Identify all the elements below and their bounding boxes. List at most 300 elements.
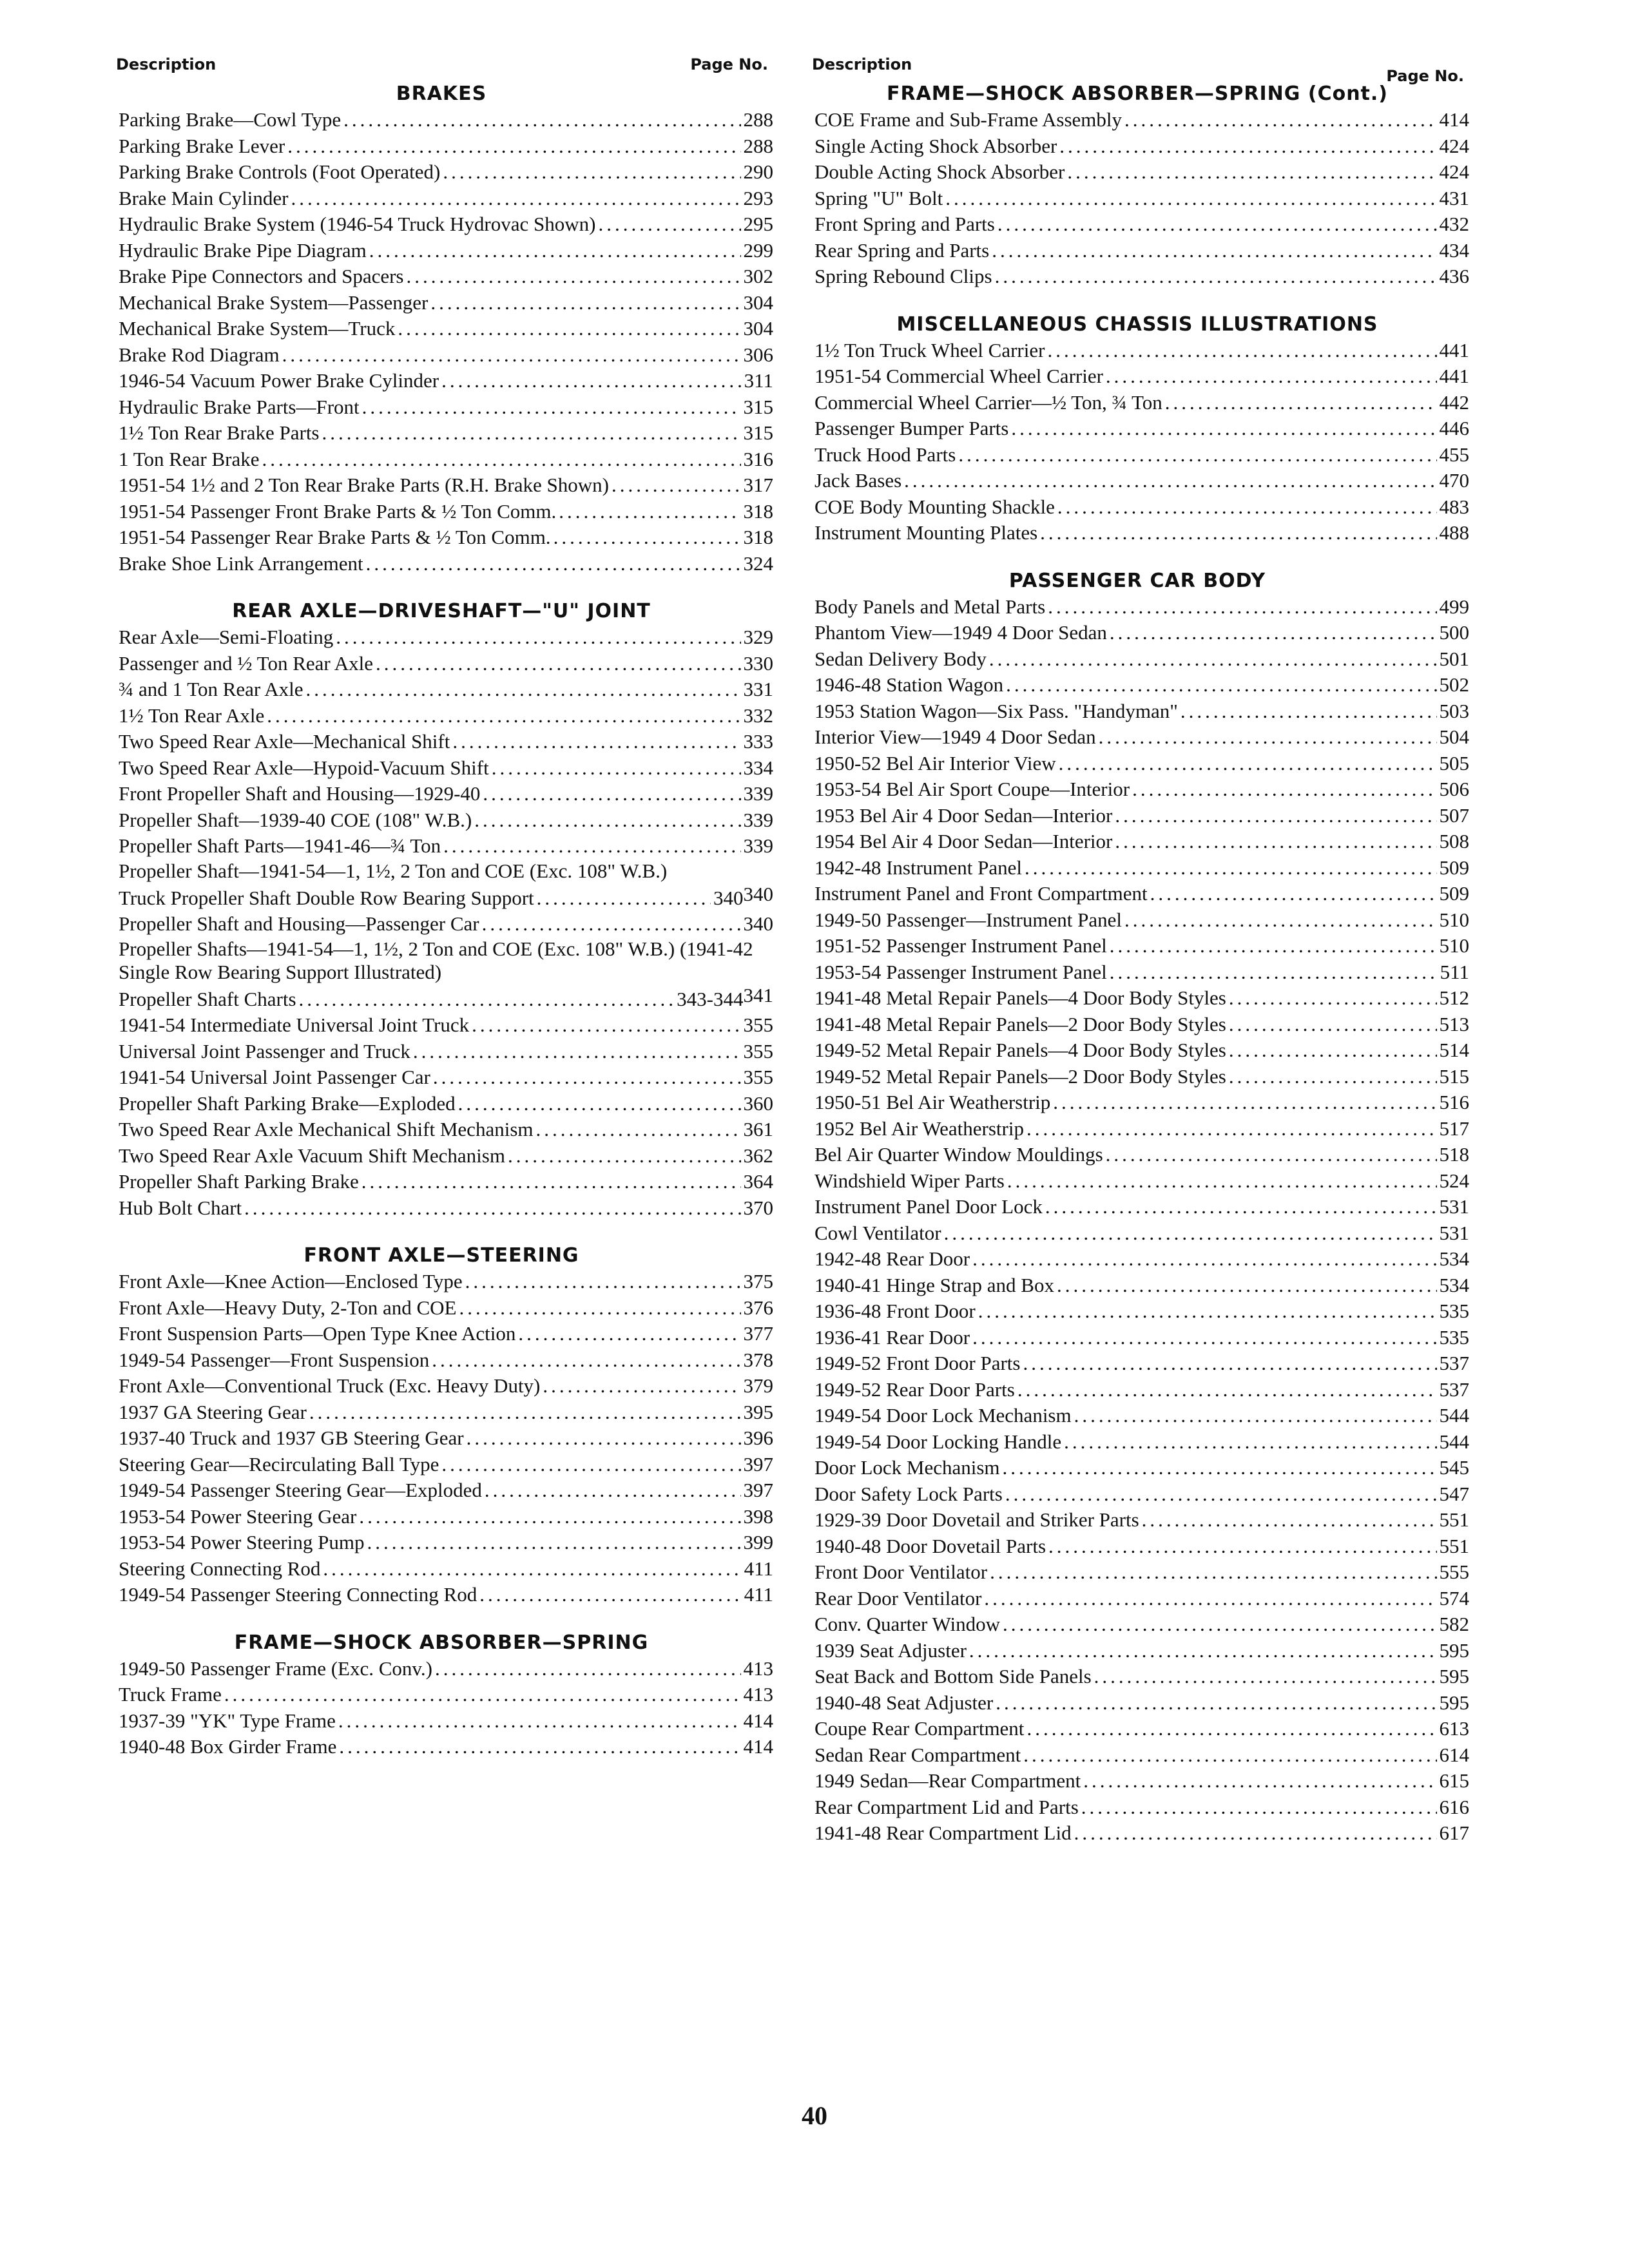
- entry-description: Passenger Bumper Parts: [815, 417, 1009, 439]
- index-entry: [110, 420, 773, 447]
- entry-description: 1½ Ton Rear Brake Parts: [119, 421, 320, 444]
- dot-leader: [1027, 1716, 1436, 1742]
- index-entry: [805, 803, 1469, 829]
- dot-leader: [1110, 620, 1437, 646]
- entry-page-number: 574: [1439, 1586, 1469, 1610]
- entry-description: Truck Frame: [119, 1683, 222, 1706]
- entry-description: Windshield Wiper Parts: [815, 1169, 1005, 1192]
- entry-page-number: 517: [1439, 1117, 1469, 1140]
- entry-page-number: 616: [1439, 1795, 1469, 1818]
- dot-leader: [1142, 1507, 1437, 1533]
- section-entries: [110, 624, 773, 1221]
- entry-page-number: 551: [1439, 1534, 1469, 1557]
- index-entry: [805, 1246, 1469, 1273]
- entry-description: 1949-50 Passenger—Instrument Panel: [815, 908, 1122, 931]
- entry-description: Parking Brake—Cowl Type: [119, 108, 342, 131]
- dot-leader: [443, 159, 740, 186]
- entry-page-number: 555: [1439, 1561, 1469, 1583]
- entry-description: Seat Back and Bottom Side Panels: [815, 1665, 1092, 1687]
- index-entry: [805, 1116, 1469, 1142]
- dot-leader: [1229, 1037, 1437, 1064]
- entry-description: Brake Shoe Link Arrangement: [119, 552, 363, 575]
- entry-description: Hub Bolt Chart: [119, 1196, 242, 1219]
- dot-leader: [518, 1321, 740, 1347]
- entry-description: 1941-54 Intermediate Universal Joint Truck: [119, 1014, 470, 1036]
- index-entry: [110, 911, 773, 937]
- entry-page-number: 396: [743, 1427, 773, 1449]
- entry-page-number: 502: [1439, 673, 1469, 696]
- entry-description: 1940-41 Hinge Strap and Box: [815, 1273, 1054, 1296]
- index-entry: [110, 316, 773, 342]
- entry-description: Steering Gear—Recirculating Ball Type: [119, 1452, 439, 1475]
- dot-leader: [1115, 803, 1436, 829]
- entry-description: Instrument Mounting Plates: [815, 521, 1038, 544]
- entry-page-number: 534: [1439, 1273, 1469, 1296]
- dot-leader: [1064, 1429, 1436, 1456]
- entry-page-number: 360: [743, 1091, 773, 1115]
- index-entry: [805, 1611, 1469, 1638]
- dot-leader: [483, 781, 740, 807]
- entry-description: 1951-54 Passenger Front Brake Parts & ½ Ton Comm.: [119, 499, 557, 523]
- entry-description: Front Axle—Heavy Duty, 2-Ton and COE: [119, 1296, 457, 1319]
- entry-page-number: 398: [743, 1504, 773, 1528]
- entry-description: Front Axle—Conventional Truck (Exc. Heavy Duty): [119, 1374, 541, 1397]
- entry-description: 1949-54 Door Locking Handle: [815, 1430, 1062, 1453]
- entry-page-number: 455: [1439, 443, 1469, 466]
- index-entry: [805, 1455, 1469, 1481]
- entry-page-number: 341: [743, 983, 773, 1006]
- entry-description: Propeller Shaft Parts—1941-46—¾ Ton: [119, 834, 441, 857]
- section-title: BRAKES: [396, 82, 487, 105]
- index-entry: [805, 1325, 1469, 1351]
- page-number: 40: [802, 2101, 827, 2130]
- entry-page-number: 436: [1439, 265, 1469, 287]
- index-entry: [110, 1582, 773, 1608]
- entry-description: Propeller Shaft Charts: [119, 987, 296, 1010]
- page-no-header: Page No.: [690, 55, 768, 73]
- entry-description: Bel Air Quarter Window Mouldings: [815, 1143, 1103, 1166]
- entry-description: 1952 Bel Air Weatherstrip: [815, 1117, 1024, 1140]
- entry-page-number: 510: [1439, 908, 1469, 931]
- entry-page-number: 317: [743, 474, 773, 496]
- entry-page-number: 361: [743, 1118, 773, 1140]
- index-entry: [805, 1168, 1469, 1195]
- entry-description: 1953-54 Passenger Instrument Panel: [815, 960, 1107, 983]
- entry-page-number: 613: [1439, 1717, 1469, 1740]
- entry-page-number: 424: [1439, 134, 1469, 157]
- dot-leader: [359, 1504, 740, 1530]
- dot-leader: [413, 1039, 741, 1065]
- entry-description: Hydraulic Brake System (1946-54 Truck Hydrovac Shown): [119, 213, 596, 235]
- dot-leader: [1025, 855, 1436, 881]
- entry-page-number: 515: [1439, 1064, 1469, 1088]
- entry-page-number: 504: [1439, 726, 1469, 748]
- entry-description: Sedan Delivery Body: [815, 647, 987, 670]
- entry-page-number: 377: [743, 1322, 773, 1345]
- entry-description: 1950-52 Bel Air Interior View: [815, 751, 1056, 774]
- dot-leader: [361, 1169, 741, 1195]
- index-entry: [805, 1664, 1469, 1690]
- dot-leader: [1005, 1481, 1437, 1508]
- index-entry: [110, 1269, 773, 1295]
- index-entry: [805, 855, 1469, 881]
- section-entries: [805, 338, 1469, 546]
- entry-page-number: 329: [743, 626, 773, 648]
- index-entry: [805, 1559, 1469, 1586]
- entry-description: 1949-52 Front Door Parts: [815, 1352, 1021, 1374]
- entry-page-number: 411: [744, 1583, 773, 1606]
- index-entry: [110, 1708, 773, 1735]
- index-entry: [805, 1429, 1469, 1456]
- dot-leader: [1045, 1194, 1437, 1220]
- dot-leader: [474, 807, 740, 834]
- entry-description: Brake Main Cylinder: [119, 186, 289, 209]
- index-entry: [110, 447, 773, 473]
- entry-page-number: 432: [1439, 213, 1469, 235]
- dot-leader: [990, 1559, 1436, 1586]
- entry-description: Two Speed Rear Axle—Mechanical Shift: [119, 730, 450, 753]
- dot-leader: [433, 1064, 741, 1091]
- entry-description: 1949-52 Rear Door Parts: [815, 1378, 1015, 1401]
- entry-description: 1949-54 Door Lock Mechanism: [815, 1404, 1072, 1427]
- entry-description: Rear Spring and Parts: [815, 238, 990, 262]
- entry-page-number: 340: [743, 882, 773, 905]
- entry-description: Spring Rebound Clips: [815, 265, 992, 287]
- entry-page-number: 507: [1439, 803, 1469, 827]
- entry-description: Passenger and ½ Ton Rear Axle: [119, 651, 374, 675]
- entry-page-number: 395: [743, 1400, 773, 1423]
- dot-leader: [1023, 1350, 1436, 1377]
- dot-leader: [267, 703, 740, 729]
- dot-leader: [1181, 698, 1437, 725]
- index-entry: [110, 885, 744, 912]
- dot-leader: [482, 911, 741, 937]
- dot-leader: [972, 1325, 1436, 1351]
- dot-leader: [1110, 933, 1437, 959]
- index-entry: [110, 1091, 773, 1117]
- entry-page-number: 614: [1439, 1743, 1469, 1766]
- entry-page-number: 355: [743, 1014, 773, 1036]
- dot-leader: [1027, 1116, 1437, 1142]
- index-entry: [110, 703, 773, 729]
- entry-description: 1940-48 Box Girder Frame: [119, 1735, 337, 1758]
- index-entry: [805, 1794, 1469, 1821]
- entry-page-number: 379: [743, 1374, 773, 1397]
- dot-leader: [432, 1347, 740, 1374]
- index-entry: [110, 807, 773, 834]
- index-entry: [110, 677, 773, 703]
- entry-page-number: 431: [1439, 186, 1469, 209]
- index-entry: [110, 1321, 773, 1347]
- index-entry: [110, 1012, 773, 1039]
- entry-page-number: 304: [743, 291, 773, 314]
- dot-leader: [1011, 416, 1436, 442]
- index-entry: [805, 416, 1469, 442]
- dot-leader: [537, 885, 711, 912]
- left-column: [110, 55, 773, 1782]
- entry-description: Propeller Shaft and Housing—Passenger Car: [119, 912, 479, 935]
- entry-description: 1949 Sedan—Rear Compartment: [815, 1769, 1081, 1792]
- entry-page-number: 513: [1439, 1012, 1469, 1035]
- entry-description: 1951-54 Passenger Rear Brake Parts & ½ Ton Comm.: [119, 526, 551, 548]
- entry-description: 1949-54 Passenger Steering Connecting Rod: [119, 1583, 477, 1606]
- entry-description: Mechanical Brake System—Truck: [119, 317, 396, 340]
- dot-leader: [485, 1477, 741, 1504]
- dot-leader: [1094, 1664, 1437, 1690]
- dot-leader: [1132, 776, 1436, 803]
- entry-description: Front Propeller Shaft and Housing—1929-40: [119, 782, 481, 805]
- index-entry: [805, 133, 1469, 160]
- entry-description: 1949-54 Passenger—Front Suspension: [119, 1348, 430, 1371]
- index-entry: [805, 1194, 1469, 1220]
- index-entry: [805, 211, 1469, 238]
- section-entries: [110, 1656, 773, 1760]
- entry-page-number: 397: [743, 1452, 773, 1475]
- entry-page-number: 340: [713, 886, 744, 909]
- section-title: REAR AXLE—DRIVESHAFT—"U" JOINT: [232, 600, 651, 622]
- index-entry: [805, 672, 1469, 698]
- index-entry: [805, 1586, 1469, 1612]
- index-entry: [110, 1452, 773, 1478]
- dot-leader: [452, 729, 740, 755]
- index-entry: [805, 1403, 1469, 1429]
- entry-page-number: 370: [743, 1196, 773, 1219]
- index-entry: [110, 833, 773, 860]
- column-header: [110, 55, 773, 81]
- entry-page-number: 499: [1439, 595, 1469, 618]
- entry-page-number: 506: [1439, 778, 1469, 800]
- index-entry: [110, 1347, 773, 1374]
- index-entry: [110, 1425, 773, 1452]
- index-entry: [805, 390, 1469, 416]
- entry-description: Brake Rod Diagram: [119, 343, 280, 366]
- entry-page-number: 501: [1439, 647, 1469, 670]
- index-entry: [110, 1295, 773, 1321]
- entry-page-number: 315: [743, 421, 773, 444]
- index-entry: [110, 1556, 773, 1582]
- index-entry: [110, 394, 773, 421]
- dot-leader: [996, 1690, 1436, 1716]
- entry-page-number: 441: [1439, 338, 1469, 361]
- column-header: [805, 55, 1469, 85]
- entry-page-number: 531: [1439, 1221, 1469, 1244]
- entry-page-number: 544: [1439, 1430, 1469, 1453]
- entry-description: Universal Joint Passenger and Truck: [119, 1039, 410, 1062]
- entry-page-number: 333: [743, 730, 773, 753]
- section-title: FRAME—SHOCK ABSORBER—SPRING (Cont.): [886, 82, 1388, 105]
- entry-page-number: 399: [743, 1531, 773, 1553]
- index-entry: [110, 238, 773, 264]
- dot-leader: [306, 677, 741, 703]
- entry-description: Jack Bases: [815, 469, 902, 492]
- entry-description: 1946-48 Station Wagon: [815, 673, 1004, 696]
- entry-page-number: 288: [743, 108, 773, 131]
- dot-leader: [1074, 1403, 1437, 1429]
- dot-leader: [989, 646, 1437, 673]
- index-entry: [805, 1742, 1469, 1769]
- index-entry: [110, 264, 773, 290]
- dot-leader: [1124, 107, 1436, 133]
- entry-description: 1949-54 Passenger Steering Gear—Exploded: [119, 1479, 482, 1501]
- dot-leader: [1048, 594, 1436, 620]
- dot-leader: [1229, 1012, 1437, 1038]
- dot-leader: [554, 524, 741, 551]
- entry-description: 1953 Bel Air 4 Door Sedan—Interior: [815, 803, 1113, 827]
- index-entry: [805, 698, 1469, 725]
- dot-leader: [244, 1195, 740, 1222]
- index-entry: [110, 499, 773, 525]
- dot-leader: [944, 1220, 1437, 1247]
- dot-leader: [945, 186, 1436, 212]
- dot-leader: [508, 1143, 741, 1169]
- entry-page-number: 615: [1439, 1769, 1469, 1792]
- entry-page-number: 293: [743, 186, 773, 209]
- index-entry: [805, 1064, 1469, 1090]
- entry-description: Front Spring and Parts: [815, 213, 995, 235]
- entry-description: Rear Door Ventilator: [815, 1586, 982, 1610]
- dot-leader: [1083, 1768, 1436, 1794]
- entry-page-number: 414: [743, 1735, 773, 1758]
- entry-page-number: 331: [743, 678, 773, 700]
- index-entry: [805, 1350, 1469, 1377]
- entry-description: 1954 Bel Air 4 Door Sedan—Interior: [815, 830, 1113, 852]
- dot-leader: [458, 1091, 741, 1117]
- entry-description: 1953-54 Bel Air Sport Coupe—Interior: [815, 778, 1130, 800]
- entry-description: Propeller Shaft Parking Brake: [119, 1170, 359, 1193]
- index-entry: [110, 524, 773, 551]
- entry-page-number: 595: [1439, 1665, 1469, 1687]
- dot-leader: [1053, 1090, 1436, 1116]
- dot-leader: [1150, 881, 1437, 907]
- entry-description: 1942-48 Rear Door: [815, 1247, 970, 1270]
- entry-page-number: 414: [1439, 108, 1469, 131]
- index-entry: [110, 1373, 773, 1399]
- entry-page-number: 510: [1439, 934, 1469, 957]
- dot-leader: [1048, 1533, 1436, 1560]
- dot-leader: [369, 238, 741, 264]
- entry-page-number: 397: [743, 1479, 773, 1501]
- index-entry: [805, 468, 1469, 494]
- index-entry: [110, 107, 773, 133]
- index-entry: [805, 1298, 1469, 1325]
- dot-leader: [1106, 363, 1437, 390]
- entry-description: 1936-48 Front Door: [815, 1300, 976, 1322]
- dot-leader: [543, 1373, 740, 1399]
- entry-page-number: 441: [1439, 365, 1469, 387]
- entry-page-number: 411: [744, 1557, 773, 1580]
- entry-page-number: 318: [743, 526, 773, 548]
- entry-page-number: 413: [743, 1657, 773, 1680]
- entry-description: Door Safety Lock Parts: [815, 1482, 1003, 1505]
- entry-description: 1939 Seat Adjuster: [815, 1639, 967, 1662]
- dot-leader: [1007, 1168, 1437, 1195]
- dot-leader: [995, 264, 1437, 290]
- index-entry: [805, 1012, 1469, 1038]
- entry-page-number: 544: [1439, 1404, 1469, 1427]
- entry-page-number: 424: [1439, 160, 1469, 183]
- entry-page-number: 446: [1439, 417, 1469, 439]
- entry-page-number: 505: [1439, 751, 1469, 774]
- dot-leader: [1017, 1377, 1437, 1403]
- entry-page-number: 508: [1439, 830, 1469, 852]
- entry-page-number: 364: [743, 1170, 773, 1193]
- index-entry: [805, 776, 1469, 803]
- entry-description: Hydraulic Brake Pipe Diagram: [119, 238, 367, 262]
- dot-leader: [1006, 672, 1436, 698]
- entry-page-number: 304: [743, 317, 773, 340]
- index-entry: [805, 520, 1469, 546]
- entry-description: Door Lock Mechanism: [815, 1456, 1000, 1479]
- entry-page-number: 617: [1439, 1821, 1469, 1844]
- index-entry: [805, 264, 1469, 290]
- dot-leader: [282, 342, 741, 369]
- entry-page-number: 514: [1439, 1039, 1469, 1061]
- dot-leader: [291, 186, 740, 212]
- index-entry: [110, 1169, 773, 1195]
- left-sections: [110, 81, 773, 1760]
- dot-leader: [1067, 159, 1436, 186]
- entry-description: 1946-54 Vacuum Power Brake Cylinder: [119, 369, 439, 392]
- entry-page-number: 595: [1439, 1691, 1469, 1714]
- entry-page-number: 375: [743, 1270, 773, 1293]
- entry-page-number: 355: [743, 1066, 773, 1088]
- page-no-header: Page No.: [1386, 67, 1464, 85]
- index-entry: [805, 594, 1469, 620]
- index-entry: [805, 338, 1469, 364]
- dot-leader: [441, 1452, 740, 1478]
- entry-description: Propeller Shaft Parking Brake—Exploded: [119, 1091, 456, 1115]
- dot-leader: [612, 472, 741, 499]
- dot-leader: [1229, 985, 1437, 1012]
- index-entry: [805, 1638, 1469, 1664]
- entry-description: Propeller Shaft—1939-40 COE (108" W.B.): [119, 808, 472, 831]
- entry-description: Two Speed Rear Axle Vacuum Shift Mechanism: [119, 1144, 505, 1167]
- dot-leader: [262, 447, 741, 473]
- index-entry: [110, 1117, 773, 1143]
- entry-page-number: 340: [743, 912, 773, 935]
- index-entry: [805, 985, 1469, 1012]
- entry-description: Front Suspension Parts—Open Type Knee Action: [119, 1322, 516, 1345]
- entry-page-number: 470: [1439, 469, 1469, 492]
- section-entries: [805, 107, 1469, 290]
- entry-description: 1951-54 1½ and 2 Ton Rear Brake Parts (R.H. Brake Shown): [119, 474, 609, 496]
- index-entry: [110, 1656, 773, 1682]
- entry-description: Single Acting Shock Absorber: [815, 134, 1057, 157]
- dot-leader: [224, 1682, 741, 1708]
- dot-leader: [435, 1656, 741, 1682]
- dot-leader: [1099, 724, 1437, 751]
- entry-description: Instrument Panel Door Lock: [815, 1195, 1043, 1218]
- section-title: FRAME—SHOCK ABSORBER—SPRING: [234, 1631, 649, 1654]
- dot-leader: [1003, 1611, 1436, 1638]
- dot-leader: [366, 551, 741, 577]
- dot-leader: [972, 1246, 1436, 1273]
- dot-leader: [559, 499, 740, 525]
- index-entry: [110, 342, 773, 369]
- dot-leader: [299, 986, 675, 1013]
- entry-page-number: 302: [743, 265, 773, 287]
- section-title: FRONT AXLE—STEERING: [304, 1244, 579, 1267]
- index-entry: [805, 494, 1469, 521]
- index-entry: [805, 1481, 1469, 1508]
- index-entry: [805, 1142, 1469, 1168]
- entry-description: 1941-54 Universal Joint Passenger Car: [119, 1066, 430, 1088]
- index-entry: [805, 907, 1469, 934]
- dot-leader: [536, 1117, 741, 1143]
- entry-description: 1953-54 Power Steering Gear: [119, 1504, 357, 1528]
- index-entry: [805, 646, 1469, 673]
- index-entry: [110, 186, 773, 212]
